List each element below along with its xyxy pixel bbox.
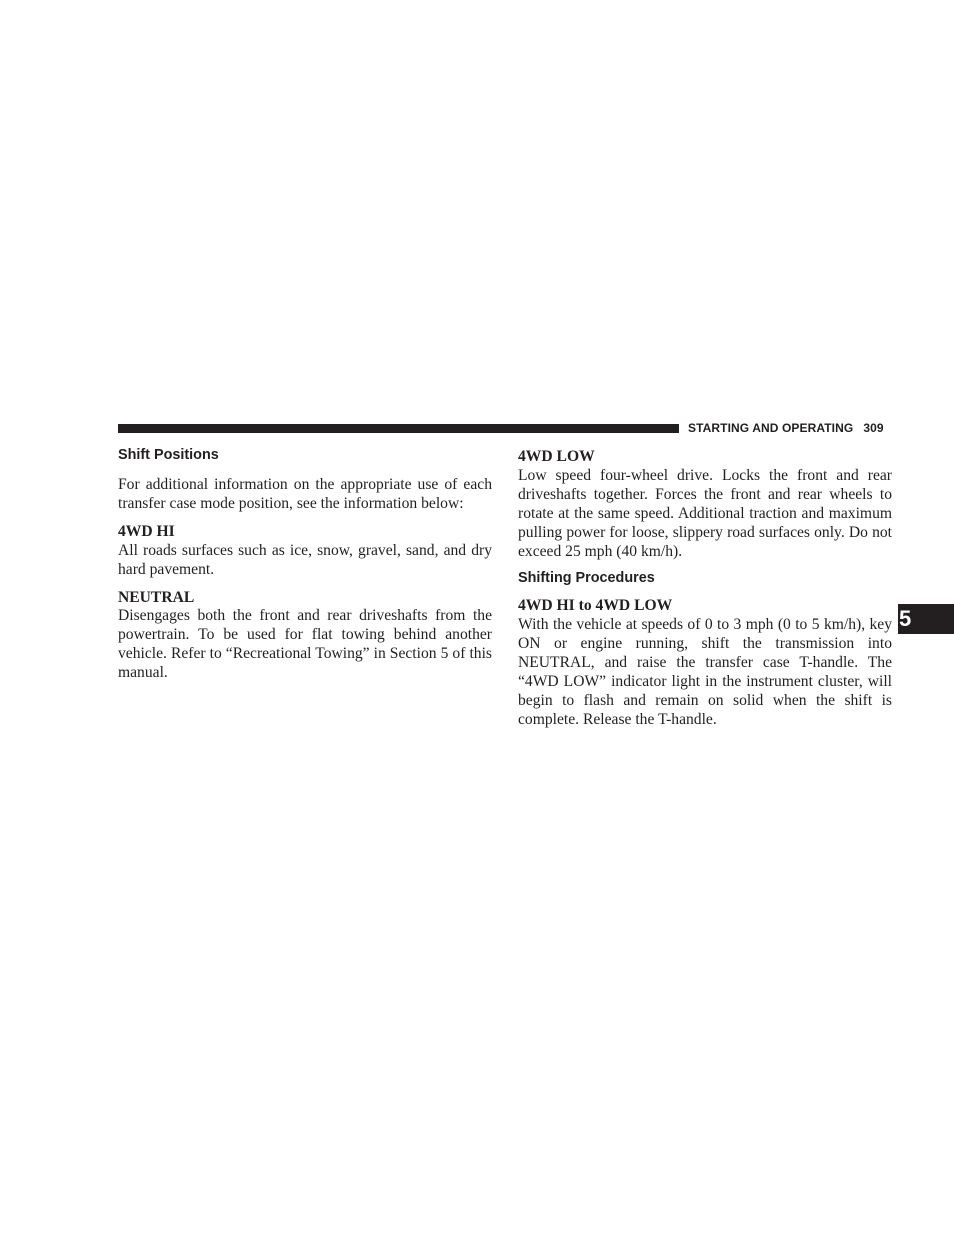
- right-column: [518, 446, 892, 730]
- page-number: 309: [863, 421, 884, 435]
- shifting-procedures-heading: Shifting Procedures: [518, 570, 655, 587]
- left-column: [118, 446, 492, 683]
- section-tab: 5: [898, 604, 954, 634]
- neutral-heading: NEUTRAL: [118, 588, 195, 606]
- 4wd-hi-text: All roads surfaces such as ice, snow, gravel, sand, and dry hard pavement.: [118, 541, 492, 578]
- section-title: STARTING AND OPERATING: [688, 421, 854, 435]
- shift-positions-heading: Shift Positions: [118, 447, 219, 463]
- 4wd-hi-to-4wd-low-text: With the vehicle at speeds of 0 to 3 mph (0 to 5 km/h), key ON or engine running, shift the transmission into NEUTRAL, and raise the transfer case T-handle. The “4WD LOW” indicator light in the instrument cluster, will begin to flash and remain on solid when the shift is complete. Release the T-handle.: [518, 616, 892, 728]
- intro-paragraph: For additional information on the appropriate use of each transfer case mode position, see the information below:: [118, 476, 492, 512]
- header-rule: [118, 424, 679, 433]
- 4wd-low-text: Low speed four-wheel drive. Locks the front and rear driveshafts together. Forces the front and rear wheels to rotate at the same speed. Additional traction and maximum pulling power for loose, slippery road surfaces only. Do not exceed 25 mph (40 km/h).: [518, 466, 892, 560]
- 4wd-hi-to-4wd-low-heading: 4WD HI to 4WD LOW: [518, 597, 673, 615]
- 4wd-hi-heading: 4WD HI: [118, 522, 175, 540]
- running-header: [688, 420, 892, 436]
- 4wd-low-heading: 4WD LOW: [518, 448, 595, 465]
- neutral-text: Disengages both the front and rear driveshafts from the powertrain. To be used for flat towing behind another vehicle. Refer to “Recreational Towing” in Section 5 of this manual.: [118, 607, 492, 682]
